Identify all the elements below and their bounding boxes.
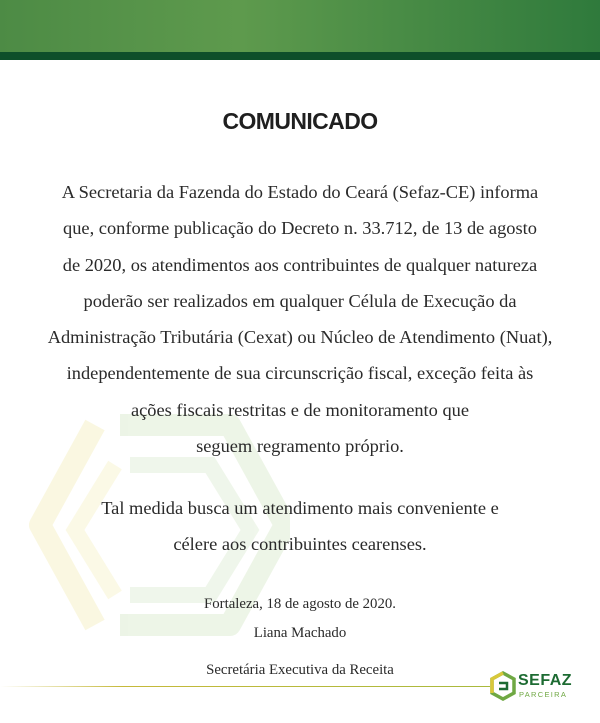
- page-title: COMUNICADO: [222, 108, 378, 134]
- footer-divider: [0, 686, 490, 687]
- sefaz-logo: [490, 668, 600, 710]
- measure-paragraph: [20, 490, 580, 563]
- paragraph-line: seguem regramento próprio.: [196, 436, 404, 457]
- signer-role: Secretária Executiva da Receita: [206, 662, 394, 678]
- paragraph-line: independentemente de sua circunscrição fiscal, exceção feita às: [66, 363, 534, 384]
- paragraph-line: que, conforme publicação do Decreto n. 33.712, de 13 de agosto: [63, 218, 537, 239]
- paragraph-line: célere aos contribuintes cearenses.: [173, 534, 427, 555]
- hexagon-logo-icon: [490, 671, 516, 701]
- paragraph-line: de 2020, os atendimentos aos contribuintes de qualquer natureza: [62, 254, 538, 275]
- logo-tagline: PARCEIRA: [519, 690, 568, 699]
- paragraph-line: poderão ser realizados em qualquer Célula de Execução da: [83, 290, 517, 311]
- announcement-paragraph: [20, 174, 580, 464]
- paragraph-line: Administração Tributária (Cexat) ou Núcleo de Atendimento (Nuat),: [47, 327, 553, 348]
- signer-name: Liana Machado: [253, 625, 347, 641]
- header-band: [0, 0, 600, 52]
- paragraph-line: Tal medida busca um atendimento mais conveniente e: [101, 498, 499, 518]
- paragraph-line: ações fiscais restritas e de monitoramento que: [130, 399, 470, 420]
- logo-wordmark: SEFAZ: [518, 672, 573, 689]
- paragraph-line: A Secretaria da Fazenda do Estado do Ceará (Sefaz-CE) informa: [61, 182, 539, 202]
- place-date: Fortaleza, 18 de agosto de 2020.: [204, 596, 396, 612]
- header-stripe: [0, 52, 600, 60]
